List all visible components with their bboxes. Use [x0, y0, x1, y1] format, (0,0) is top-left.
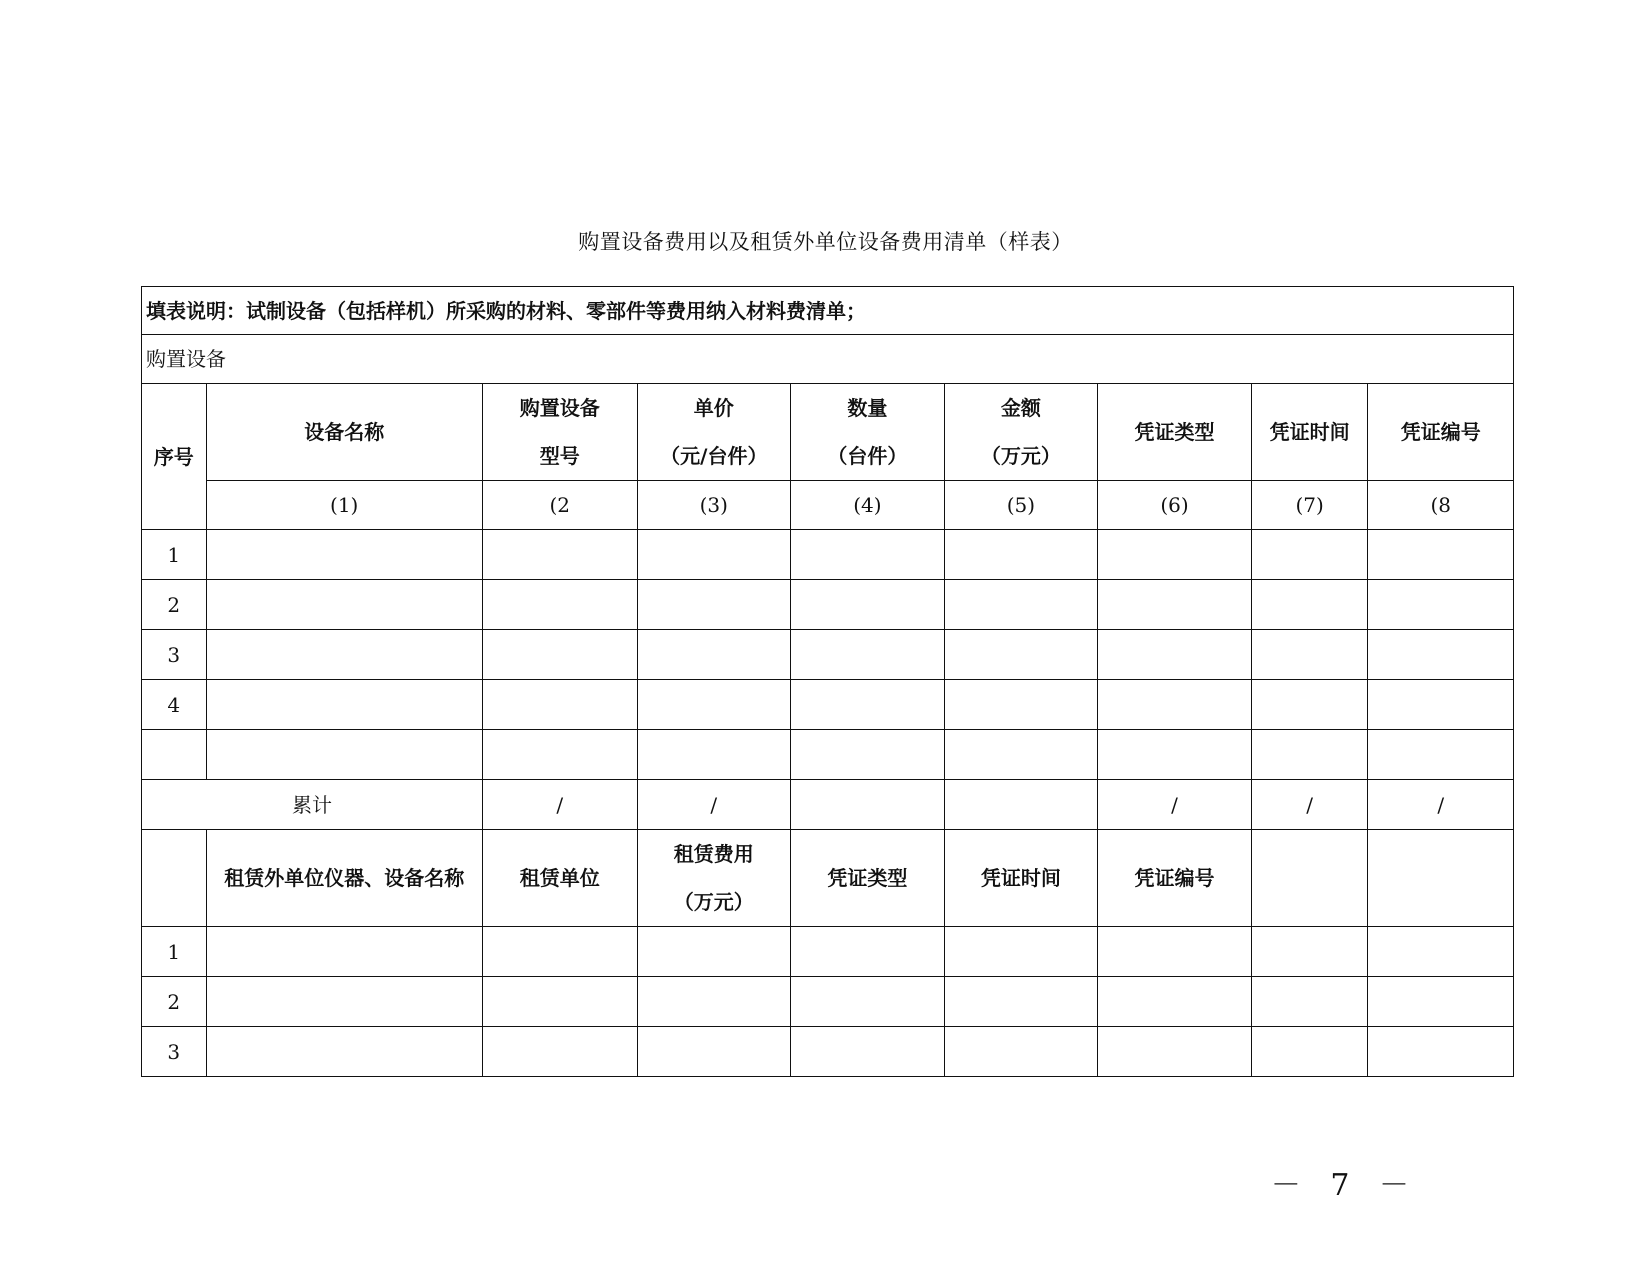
empty-cell[interactable]	[1251, 977, 1368, 1027]
rental-header-seq	[142, 830, 207, 927]
row-seq: 1	[142, 927, 207, 977]
empty-cell[interactable]	[1098, 927, 1252, 977]
empty-cell[interactable]	[1368, 730, 1514, 780]
empty-cell[interactable]	[1098, 977, 1252, 1027]
empty-cell[interactable]	[1368, 927, 1514, 977]
empty-cell[interactable]	[1251, 1027, 1368, 1077]
empty-cell[interactable]	[1251, 680, 1368, 730]
empty-cell[interactable]	[944, 977, 1098, 1027]
table-row	[142, 630, 1514, 680]
total-cell: /	[1098, 780, 1252, 830]
empty-cell[interactable]	[482, 680, 637, 730]
empty-cell[interactable]	[637, 730, 791, 780]
empty-cell[interactable]	[637, 630, 791, 680]
empty-cell[interactable]	[482, 730, 637, 780]
table-row	[142, 977, 1514, 1027]
col-number: (7)	[1251, 481, 1368, 530]
header-unit-price	[637, 384, 791, 481]
empty-cell[interactable]	[482, 530, 637, 580]
empty-cell[interactable]	[206, 977, 482, 1027]
empty-cell[interactable]	[944, 730, 1098, 780]
rental-header-voucher-time: 凭证时间	[944, 830, 1098, 927]
empty-cell[interactable]	[206, 630, 482, 680]
col-number: (3)	[637, 481, 791, 530]
empty-cell[interactable]	[1098, 730, 1252, 780]
header-quantity-line1: 数量	[847, 396, 888, 420]
header-equipment-name: 设备名称	[206, 384, 482, 481]
instructions-text: 填表说明：试制设备（包括样机）所采购的材料、零部件等费用纳入材料费清单；	[142, 287, 1514, 335]
rental-header-fee-line1: 租赁费用	[673, 842, 754, 866]
empty-cell[interactable]	[791, 1027, 945, 1077]
empty-cell[interactable]	[1098, 1027, 1252, 1077]
col-number: (1)	[206, 481, 482, 530]
row-seq: 2	[142, 580, 207, 630]
empty-cell[interactable]	[1368, 977, 1514, 1027]
total-cell[interactable]	[791, 780, 945, 830]
header-model-line2: 型号	[539, 444, 580, 468]
header-model-line1: 购置设备	[519, 396, 600, 420]
empty-cell[interactable]	[1098, 630, 1252, 680]
empty-cell[interactable]	[791, 630, 945, 680]
col-number: (6)	[1098, 481, 1252, 530]
table-row	[142, 1027, 1514, 1077]
row-seq: 4	[142, 680, 207, 730]
rental-header-extra	[1368, 830, 1514, 927]
header-unit-price-line1: 单价	[693, 396, 734, 420]
empty-cell[interactable]	[1251, 630, 1368, 680]
empty-cell[interactable]	[1368, 1027, 1514, 1077]
col-number: (2	[482, 481, 637, 530]
empty-cell[interactable]	[1368, 530, 1514, 580]
header-quantity-line2: （台件）	[827, 444, 908, 468]
header-amount	[944, 384, 1098, 481]
col-number: (4)	[791, 481, 945, 530]
empty-cell[interactable]	[482, 580, 637, 630]
empty-cell[interactable]	[206, 730, 482, 780]
total-cell: /	[1251, 780, 1368, 830]
rental-header-name: 租赁外单位仪器、设备名称	[206, 830, 482, 927]
empty-cell[interactable]	[944, 580, 1098, 630]
total-row	[142, 780, 1514, 830]
header-voucher-time: 凭证时间	[1251, 384, 1368, 481]
empty-cell[interactable]	[206, 1027, 482, 1077]
row-seq	[142, 730, 207, 780]
empty-cell[interactable]	[1368, 580, 1514, 630]
rental-header-extra	[1251, 830, 1368, 927]
empty-cell[interactable]	[791, 927, 945, 977]
total-cell: /	[482, 780, 637, 830]
empty-cell[interactable]	[791, 680, 945, 730]
page-title: 购置设备费用以及租赁外单位设备费用清单（样表）	[578, 230, 1073, 254]
row-seq: 2	[142, 977, 207, 1027]
header-voucher-no: 凭证编号	[1368, 384, 1514, 481]
empty-cell[interactable]	[1251, 530, 1368, 580]
table-row	[142, 530, 1514, 580]
column-number-row	[142, 481, 1514, 530]
table-row	[142, 730, 1514, 780]
col-number: (8	[1368, 481, 1514, 530]
instructions-row	[142, 287, 1514, 335]
header-model	[482, 384, 637, 481]
header-unit-price-line2: （元/台件）	[660, 444, 768, 468]
row-seq: 3	[142, 630, 207, 680]
empty-cell[interactable]	[637, 927, 791, 977]
empty-cell[interactable]	[944, 530, 1098, 580]
purchase-header-row	[142, 384, 1514, 481]
empty-cell[interactable]	[1368, 630, 1514, 680]
rental-header-unit: 租赁单位	[482, 830, 637, 927]
empty-cell[interactable]	[637, 680, 791, 730]
empty-cell[interactable]	[482, 927, 637, 977]
page-number: － 7 －	[1270, 1168, 1419, 1203]
header-amount-line2: （万元）	[980, 444, 1061, 468]
empty-cell[interactable]	[637, 1027, 791, 1077]
rental-header-fee	[637, 830, 791, 927]
table-row	[142, 680, 1514, 730]
total-cell[interactable]	[944, 780, 1098, 830]
empty-cell[interactable]	[1098, 580, 1252, 630]
empty-cell[interactable]	[206, 927, 482, 977]
empty-cell[interactable]	[1368, 680, 1514, 730]
empty-cell[interactable]	[791, 530, 945, 580]
empty-cell[interactable]	[206, 530, 482, 580]
section-row	[142, 335, 1514, 384]
empty-cell[interactable]	[637, 530, 791, 580]
empty-cell[interactable]	[1251, 730, 1368, 780]
empty-cell[interactable]	[944, 630, 1098, 680]
empty-cell[interactable]	[1251, 927, 1368, 977]
empty-cell[interactable]	[1098, 680, 1252, 730]
empty-cell[interactable]	[206, 580, 482, 630]
empty-cell[interactable]	[482, 977, 637, 1027]
empty-cell[interactable]	[1251, 580, 1368, 630]
header-voucher-type: 凭证类型	[1098, 384, 1252, 481]
table-row	[142, 927, 1514, 977]
col-number: (5)	[944, 481, 1098, 530]
purchase-section-label: 购置设备	[142, 335, 1514, 384]
empty-cell[interactable]	[944, 927, 1098, 977]
table-row	[142, 580, 1514, 630]
empty-cell[interactable]	[944, 680, 1098, 730]
empty-cell[interactable]	[482, 1027, 637, 1077]
header-amount-line1: 金额	[1000, 396, 1041, 420]
total-cell: /	[637, 780, 791, 830]
rental-header-fee-line2: （万元）	[673, 890, 754, 914]
empty-cell[interactable]	[637, 977, 791, 1027]
empty-cell[interactable]	[944, 1027, 1098, 1077]
rental-header-voucher-type: 凭证类型	[791, 830, 945, 927]
row-seq: 3	[142, 1027, 207, 1077]
empty-cell[interactable]	[482, 630, 637, 680]
empty-cell[interactable]	[791, 730, 945, 780]
rental-header-row	[142, 830, 1514, 927]
equipment-cost-table	[141, 286, 1514, 1077]
empty-cell[interactable]	[791, 580, 945, 630]
header-quantity	[791, 384, 945, 481]
empty-cell[interactable]	[1098, 530, 1252, 580]
empty-cell[interactable]	[637, 580, 791, 630]
rental-header-voucher-no: 凭证编号	[1098, 830, 1252, 927]
row-seq: 1	[142, 530, 207, 580]
total-cell: /	[1368, 780, 1514, 830]
header-seq: 序号	[142, 384, 207, 530]
total-label: 累计	[142, 780, 483, 830]
empty-cell[interactable]	[206, 680, 482, 730]
empty-cell[interactable]	[791, 977, 945, 1027]
